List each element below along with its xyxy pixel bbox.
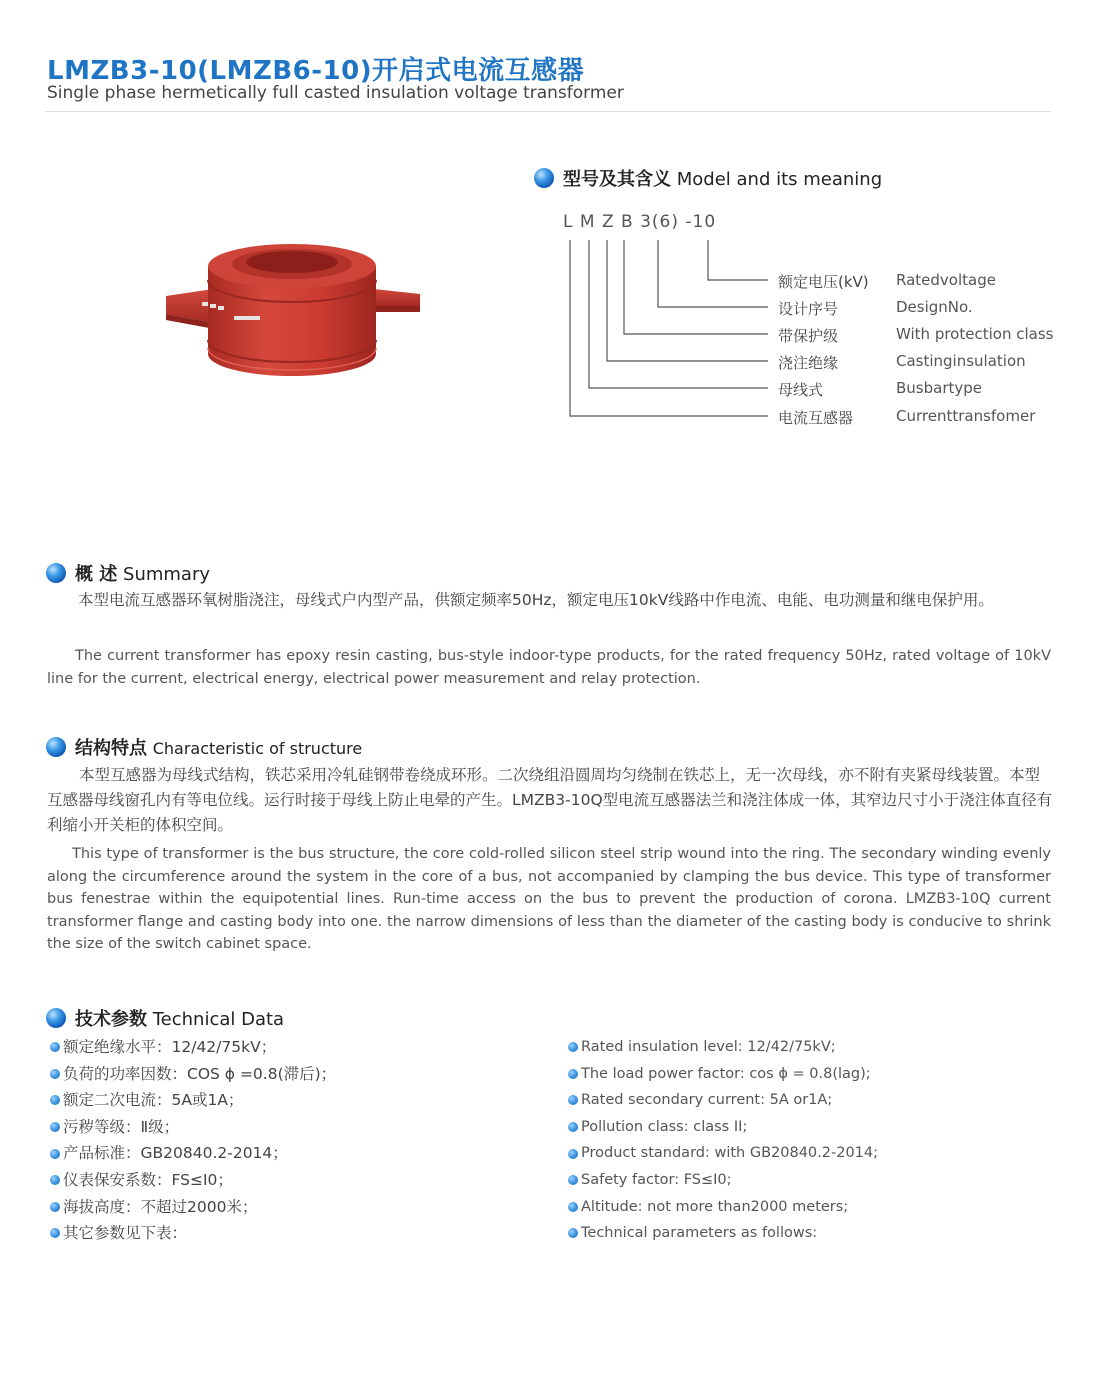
model-row: 设计序号 DesignNo. [778,298,973,318]
model-heading-cn: 型号及其含义 [563,169,671,190]
section-bullet-icon [534,168,554,188]
bullet-icon [568,1069,578,1079]
summary-heading-cn: 概 述 [75,564,118,585]
page-title: LMZB3-10(LMZB6-10)开启式电流互感器 [47,56,585,86]
bullet-icon [568,1122,578,1132]
section-bullet-icon [46,1008,66,1028]
list-item: Rated insulation level: 12/42/75kV; [568,1034,1068,1061]
list-item: Technical parameters as follows: [568,1220,1068,1247]
bullet-icon [568,1042,578,1052]
model-row: 带保护级 With protection class [778,325,1054,345]
model-row: 额定电压(kV) Ratedvoltage [778,271,996,291]
structure-text-en: This type of transformer is the bus structure, the core cold-rolled silicon steel strip wound into the ring. The secondary winding evenly along the circumference around the system in the core of a bus, not accompanied by clamping the bus device. This type of transformer bus fenestrae within the equipotential lines. Run-time access on the bus to prevent the production of corona. LMZB3-10Q current transformer flange and casting body into one. the narrow dimensions of less than the diameter of the casting body is conducive to shrink the size of the switch cabinet space. [47,846,1051,952]
model-tree-lines [560,236,780,426]
model-heading [534,165,882,191]
bullet-icon [50,1122,60,1132]
structure-heading-cn: 结构特点 [75,738,147,759]
technical-list-en [568,1034,1068,1247]
header-divider [45,111,1051,112]
bullet-icon [568,1095,578,1105]
bullet-icon [568,1202,578,1212]
product-image [160,236,425,386]
bullet-icon [568,1175,578,1185]
list-item: Safety factor: FS≤I0; [568,1167,1068,1194]
bullet-icon [50,1202,60,1212]
list-item: 其它参数见下表： [50,1220,530,1247]
technical-list-cn [50,1034,530,1247]
page-subtitle: Single phase hermetically full casted insulation voltage transformer [47,83,624,103]
list-item: 仪表保安系数：FS≤I0； [50,1167,530,1194]
bullet-icon [50,1095,60,1105]
section-bullet-icon [46,563,66,583]
summary-heading [46,560,210,586]
list-item: 额定绝缘水平：12/42/75kV； [50,1034,530,1061]
list-item: 污秽等级：Ⅱ级； [50,1114,530,1141]
technical-heading-cn: 技术参数 [75,1009,147,1030]
list-item: Pollution class: class II; [568,1114,1068,1141]
bullet-icon [50,1228,60,1238]
model-heading-en: Model and its meaning [676,169,883,190]
summary-heading-en: Summary [123,564,211,585]
structure-heading-en: Characteristic of structure [152,739,363,758]
technical-heading-en: Technical Data [152,1009,285,1030]
bullet-icon [50,1175,60,1185]
model-row: 电流互感器 Currenttransfomer [778,407,1036,427]
list-item: 产品标准：GB20840.2-2014； [50,1140,530,1167]
bullet-icon [50,1042,60,1052]
structure-text-cn: 本型互感器为母线式结构，铁芯采用冷轧硅钢带卷绕成环形。二次绕组沿圆周均匀绕制在铁芯上，无一次母线，亦不附有夹紧母线装置。本型互感器母线窗孔内有等电位线。运行时接于母线上防止电晕的产生。LMZB3-10Q型电流互感器法兰和浇注体成一体，其窄边尺寸小于浇注体直径有利缩小开关柜的体积空间。 [47,766,1053,834]
list-item: 额定二次电流：5A或1A； [50,1087,530,1114]
list-item: The load power factor: cos ϕ = 0.8(lag); [568,1061,1068,1088]
model-code: L M Z B 3(6) -10 [563,212,717,232]
summary-text-cn: 本型电流互感器环氧树脂浇注，母线式户内型产品，供额定频率50Hz，额定电压10kV线路中作电流、电能、电功测量和继电保护用。 [78,591,994,609]
structure-heading [46,734,362,760]
bullet-icon [568,1149,578,1159]
model-row: 母线式 Busbartype [778,379,983,399]
section-bullet-icon [46,737,66,757]
summary-text-en: The current transformer has epoxy resin casting, bus-style indoor-type products, for the rated frequency 50Hz, rated voltage of 10kV line for the current, electrical energy, electrical power measurement and relay protection. [47,648,1051,687]
technical-heading [46,1005,284,1031]
list-item: 海拔高度：不超过2000米； [50,1194,530,1221]
list-item: Rated secondary current: 5A or1A; [568,1087,1068,1114]
bullet-icon [568,1228,578,1238]
bullet-icon [50,1069,60,1079]
list-item: Product standard: with GB20840.2-2014; [568,1140,1068,1167]
list-item: Altitude: not more than2000 meters; [568,1194,1068,1221]
model-row: 浇注绝缘 Castinginsulation [778,352,1026,372]
bullet-icon [50,1149,60,1159]
list-item: 负荷的功率因数：COS ϕ =0.8(滞后)； [50,1061,530,1088]
